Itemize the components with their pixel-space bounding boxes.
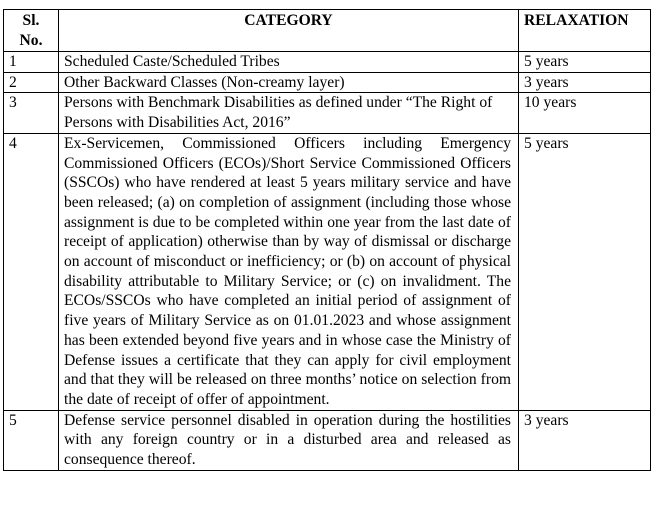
cell-category: Other Backward Classes (Non-creamy layer) (59, 72, 519, 93)
cell-category: Ex-Servicemen, Commissioned Officers including Emergency Commissioned Officers (ECOs)/Short Service Commissioned Officers (SSCOs) who have rendered at least 5 years military service and have been released; (a) on completion of assignment (including those whose assignment is due to be completed within one year from the last date of receipt of application) otherwise than by way of dismissal or discharge on account of misconduct or inefficiency; or (b) on account of physical disability attributable to Military Service; or (c) on invalidment. The ECOs/SSCOs who have completed an initial period of assignment of five years of Military Service as on 01.01.2023 and whose assignment has been extended beyond five years and in whose case the Ministry of Defense issues a certificate that they can apply for civil employment and that they will be released on three months’ notice on selection from the date of receipt of offer of appointment. (59, 133, 519, 410)
header-sl-no-line1: Sl. (22, 12, 40, 29)
cell-relaxation: 10 years (519, 93, 651, 133)
cell-category: Defense service personnel disabled in operation during the hostilities with any foreign country or in a disturbed area and released as consequence thereof. (59, 410, 519, 470)
table-row (4, 410, 651, 470)
table-header-row (4, 10, 651, 52)
cell-category: Persons with Benchmark Disabilities as defined under “The Right of Persons with Disabilities Act, 2016” (59, 93, 519, 133)
table-row (4, 93, 651, 133)
cell-sl-no: 5 (4, 410, 59, 470)
cell-sl-no: 4 (4, 133, 59, 410)
table-row (4, 72, 651, 93)
cell-relaxation: 5 years (519, 133, 651, 410)
table-row (4, 133, 651, 410)
cell-category: Scheduled Caste/Scheduled Tribes (59, 52, 519, 73)
cell-sl-no: 3 (4, 93, 59, 133)
age-relaxation-table (3, 9, 651, 471)
cell-sl-no: 1 (4, 52, 59, 73)
table-row (4, 52, 651, 73)
cell-relaxation: 5 years (519, 52, 651, 73)
header-category: CATEGORY (59, 10, 519, 52)
header-relaxation: RELAXATION (519, 10, 651, 52)
cell-relaxation: 3 years (519, 72, 651, 93)
cell-sl-no: 2 (4, 72, 59, 93)
header-sl-no-line2: No. (19, 31, 43, 49)
cell-relaxation: 3 years (519, 410, 651, 470)
header-sl-no (4, 10, 59, 52)
